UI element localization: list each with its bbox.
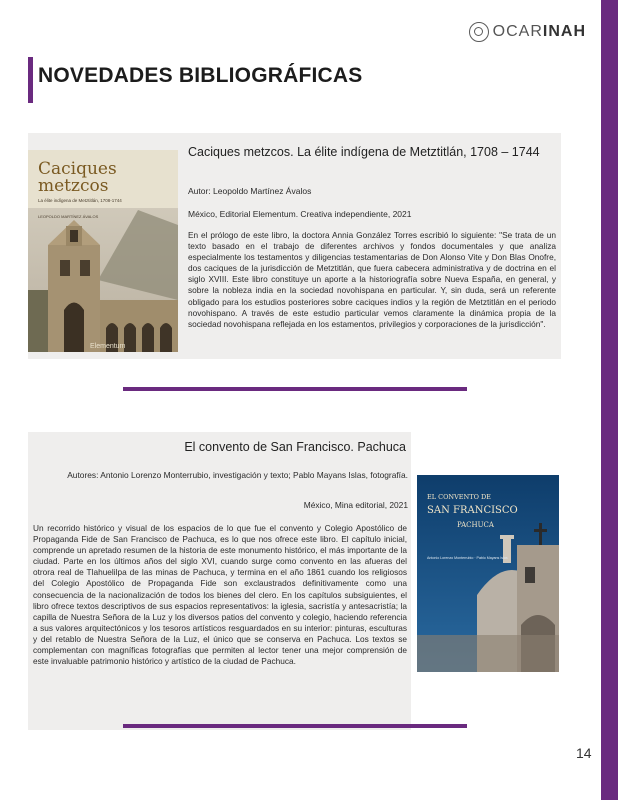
book-1-description: En el prólogo de este libro, la doctora Annia González Torres escribió lo siguiente: "Se trata de un texto basado en el trabajo de diferentes archivos y fondos documentales y que analiza especialmente los testamentos y diligencias testamentarias de Don Alonso Vite y Don Blas Onofre, dos caciques de la jurisdicción de Metztitlán, que fuera cabecera administrativa y de doctrina en el siglo XVIII. Este libro constituye un aporte a la historiografía sobre Nueva España, en general, y sobre la nobleza india en la sociedad novohispana en particular. Y, sin duda, será un referente obligado para los estudios posteriores sobre caciques indios y la región de Metztitlán en el periodo novohispano. A través de este estudio particular vemos claramente la dinámica propia de la sociedad novohispana reflejada en los estamentos, privilegios y corporaciones de la jurisdicción". (188, 230, 556, 329)
logo-text: OCARINAH (492, 23, 586, 40)
ocarinah-logo (469, 22, 586, 42)
cover1-publisher: Elementum (90, 343, 126, 350)
cover1-author: LEOPOLDO MARTÍNEZ ÁVALOS (38, 214, 99, 219)
book-1-author: Autor: Leopoldo Martínez Ávalos (188, 186, 312, 196)
cover1-title-line2: metzcos (38, 176, 109, 196)
logo-ring-icon (469, 22, 489, 42)
cover1-title-line1: Caciques (38, 159, 117, 179)
book-cover-caciques-metzcos (28, 150, 178, 352)
cover1-subtitle: La élite indígena de Metztitlán, 1708-1744 (38, 198, 122, 203)
book-cover-convento-san-francisco (417, 475, 559, 672)
section-divider (123, 387, 467, 391)
purple-side-bar (601, 0, 618, 800)
book-2-publisher: México, Mina editorial, 2021 (303, 500, 408, 510)
book-1-title: Caciques metzcos. La élite indígena de Metztitlán, 1708 – 1744 (188, 145, 540, 159)
cover2-line1: EL CONVENTO DE (427, 493, 491, 501)
cover2-line2: SAN FRANCISCO (427, 505, 518, 516)
section-divider (123, 724, 467, 728)
page-title: NOVEDADES BIBLIOGRÁFICAS (38, 64, 363, 87)
book-1-publisher: México, Editorial Elementum. Creativa independiente, 2021 (188, 209, 412, 219)
book-2-authors: Autores: Antonio Lorenzo Monterrubio, investigación y texto; Pablo Mayans Islas, fotografía. (67, 470, 408, 480)
title-accent-bar (28, 57, 33, 103)
page-number: 14 (576, 745, 592, 761)
book-2-description: Un recorrido histórico y visual de los espacios de lo que fue el convento y Colegio Apostólico de Propaganda Fide de San Francisco de Pachuca, es lo que nos ofrece este libro. El capítulo inicial, comprende un apretado resumen de la historia de este monumento histórico, el más importante de la ciudad. Parte en los últimos años del siglo XVI, cuando surge como convento en las afueras del otrora real de Tlahuelilpa de las minas de Pachuca, y termina en el año 1861 cuando los religiosos del Colegio Apostólico de Propaganda Fide son exclaustrados definitivamente como una consecuencia de la nacionalización de todos los bienes del clero. En los capítulos subsiguientes, el libro ofrece textos descriptivos de sus espacios representativos: la iglesia, sacristía y antesacristía; la capilla de Nuestra Señora de la Luz y los diversos patios del convento y colegio, haciendo referencia a sus valores arquitectónicos y los tesoros artísticos resguardados en su interior: pinturas, esculturas y del retablo de Nuestra Señora de la Luz, el único que se conserva en Pachuca. Los textos se complementan con magníficas fotografías que permiten al lector tener una mejor comprensión de este invaluable patrimonio histórico y artístico de la ciudad de Pachuca. (33, 523, 407, 667)
cover2-authors: Antonio Lorenzo Monterrubio · Pablo Mayans Islas (427, 556, 508, 560)
cover2-line3: PACHUCA (457, 521, 494, 529)
book-2-title: El convento de San Francisco. Pachuca (184, 440, 406, 454)
